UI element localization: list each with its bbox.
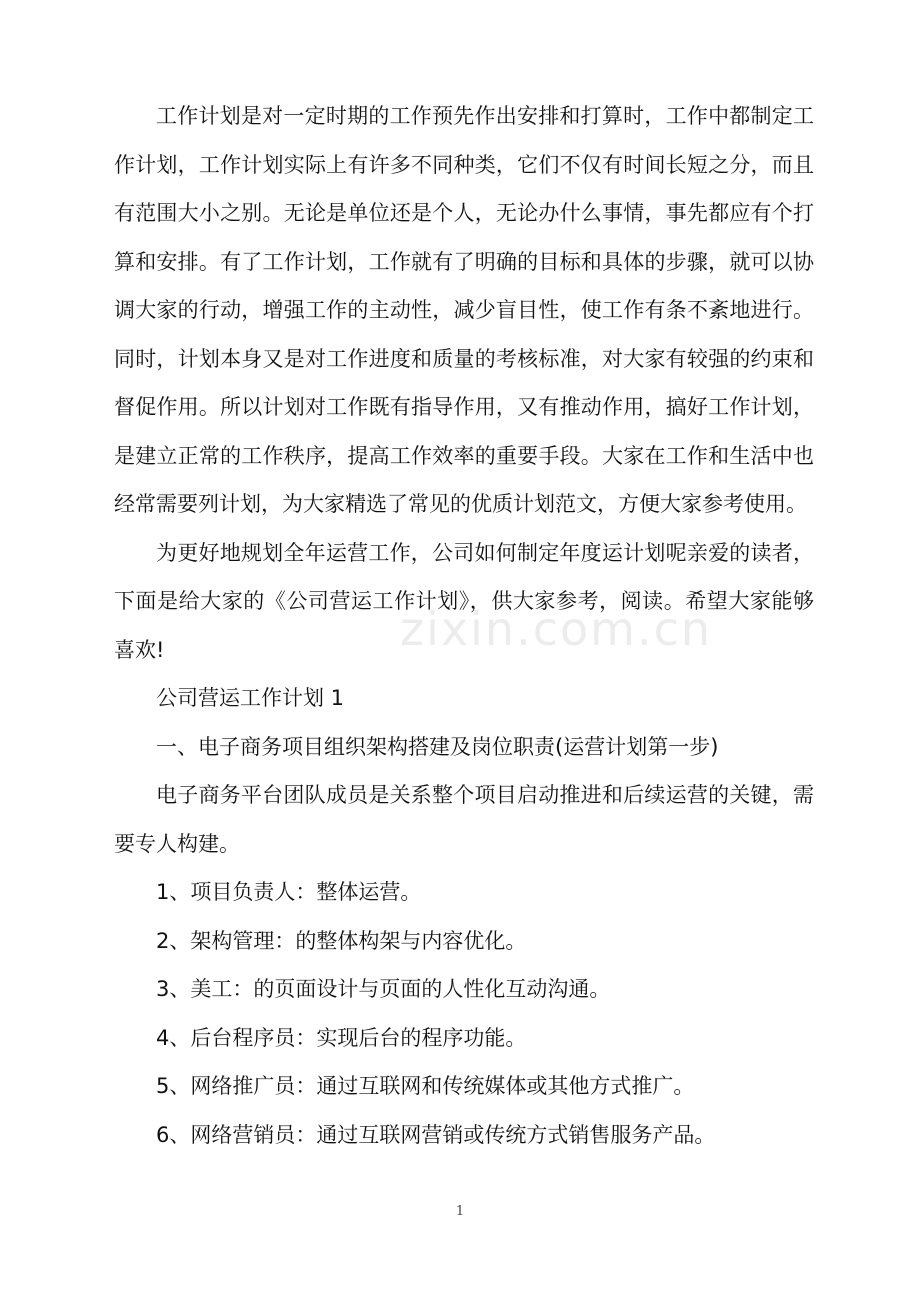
document-body [114, 92, 814, 1159]
section-heading: 一、电子商务项目组织架构搭建及岗位职责(运营计划第一步) [156, 734, 719, 759]
lead-paragraph: 为更好地规划全年运营工作，公司如何制定年度运计划呢亲爱的读者，下面是给大家的《公司营运工作计划》，供大家参考，阅读。希望大家能够喜欢! [114, 540, 814, 662]
intro-paragraph: 工作计划是对一定时期的工作预先作出安排和打算时，工作中都制定工作计划，工作计划实际上有许多不同种类，它们不仅有时间长短之分，而且有范围大小之别。无论是单位还是个人，无论办什么事情，事先都应有个打算和安排。有了工作计划，工作就有了明确的目标和具体的步骤，就可以协调大家的行动，增强工作的主动性，减少盲目性，使工作有条不紊地进行。同时，计划本身又是对工作进度和质量的考核标准，对大家有较强的约束和督促作用。所以计划对工作既有指导作用，又有推动作用，搞好工作计划，是建立正常的工作秩序，提高工作效率的重要手段。大家在工作和生活中也经常需要列计划，为大家精选了常见的优质计划范文，方便大家参考使用。 [114, 104, 814, 516]
list-item: 1、项目负责人：整体运营。 [156, 880, 422, 904]
list-item: 3、美工：的页面设计与页面的人性化互动沟通。 [156, 977, 611, 1001]
list-item: 6、网络营销员：通过互联网营销或传统方式销售服务产品。 [156, 1122, 716, 1147]
watermark: zixin.com.cn [400, 602, 713, 656]
list-item: 4、后台程序员：实现后台的程序功能。 [156, 1025, 527, 1050]
body-paragraph: 电子商务平台团队成员是关系整个项目启动推进和后续运营的关键，需要专人构建。 [114, 783, 814, 856]
section-title: 公司营运工作计划 1 [156, 686, 345, 710]
list-item: 2、架构管理：的整体构架与内容优化。 [156, 928, 527, 953]
list-item: 5、网络推广员：通过互联网和传统媒体或其他方式推广。 [156, 1074, 695, 1098]
page-number: 1 [455, 1204, 465, 1219]
